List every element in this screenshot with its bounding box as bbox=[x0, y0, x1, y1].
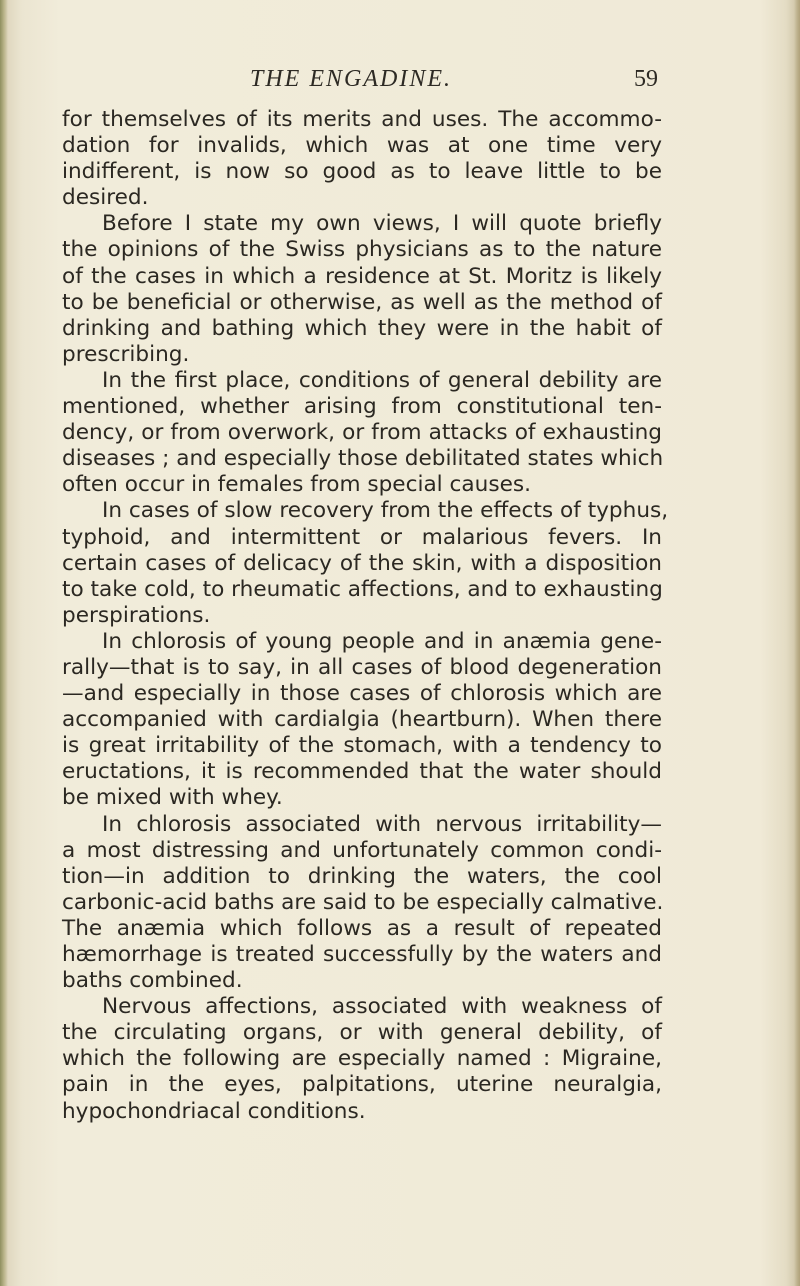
text-line: the circulating organs, or with general debility, of bbox=[62, 1020, 662, 1046]
text-line: —and especially in those cases of chlorosis which are bbox=[62, 681, 662, 707]
text-line: which the following are especially named : Migraine, bbox=[62, 1046, 662, 1072]
running-title: THE ENGADINE. bbox=[250, 66, 452, 92]
text-line: a most distressing and unfortunately common condi- bbox=[62, 837, 662, 863]
text-line: mentioned, whether arising from constitutional ten- bbox=[62, 394, 662, 420]
running-header bbox=[60, 66, 658, 96]
text-line: to be beneficial or otherwise, as well as the method of bbox=[62, 289, 662, 315]
text-line: Before I state my own views, I will quote briefly bbox=[102, 211, 662, 237]
text-line: accompanied with cardialgia (heartburn). When there bbox=[62, 707, 662, 733]
text-line: for themselves of its merits and uses. The accommo- bbox=[62, 107, 662, 132]
text-line: drinking and bathing which they were in the habit of bbox=[62, 315, 662, 341]
text-line: In cases of slow recovery from the effects of typhus, bbox=[102, 498, 669, 524]
text-line: baths combined. bbox=[62, 968, 243, 994]
text-line: perspirations. bbox=[62, 602, 211, 628]
text-line: rally—that is to say, in all cases of blood degeneration bbox=[62, 654, 662, 680]
text-line: hæmorrhage is treated successfully by the waters and bbox=[62, 942, 662, 967]
text-line: hypochondriacal conditions. bbox=[62, 1098, 366, 1124]
text-line: eructations, it is recommended that the water should bbox=[62, 759, 662, 785]
text-line: dency, or from overwork, or from attacks of exhausting bbox=[62, 420, 662, 446]
text-line: The anæmia which follows as a result of repeated bbox=[62, 915, 662, 941]
text-line: often occur in females from special causes. bbox=[62, 472, 531, 498]
text-line: Nervous affections, associated with weakness of bbox=[102, 994, 662, 1020]
text-line: of the cases in which a residence at St. Moritz is likely bbox=[62, 263, 662, 289]
text-line: be mixed with whey. bbox=[62, 785, 283, 811]
text-line: indifferent, is now so good as to leave little to be bbox=[62, 159, 662, 185]
text-line: typhoid, and intermittent or malarious fevers. In bbox=[62, 524, 662, 550]
text-line: In chlorosis associated with nervous irritability— bbox=[102, 811, 662, 837]
text-line: dation for invalids, which was at one time very bbox=[62, 133, 662, 159]
text-line: In the first place, conditions of general debility are bbox=[102, 367, 662, 393]
text-line: certain cases of delicacy of the skin, with a disposition bbox=[62, 550, 662, 576]
page-number: 59 bbox=[634, 66, 658, 92]
text-line: diseases ; and especially those debilitated states which bbox=[62, 446, 664, 472]
text-line: In chlorosis of young people and in anæmia gene- bbox=[102, 628, 662, 654]
body-text bbox=[62, 107, 669, 1125]
page-outer-edge bbox=[794, 0, 800, 1286]
text-line: desired. bbox=[62, 185, 149, 211]
text-line: prescribing. bbox=[62, 341, 190, 367]
text-line: the opinions of the Swiss physicians as to the nature bbox=[62, 237, 662, 263]
text-line: pain in the eyes, palpitations, uterine neuralgia, bbox=[62, 1072, 662, 1098]
page-binding-edge bbox=[0, 0, 8, 1286]
text-line: tion—in addition to drinking the waters, the cool bbox=[62, 863, 662, 889]
text-line: is great irritability of the stomach, with a tendency to bbox=[62, 733, 662, 759]
text-line: to take cold, to rheumatic affections, and to exhausting bbox=[62, 576, 663, 602]
text-line: carbonic-acid baths are said to be especially calmative. bbox=[62, 889, 664, 915]
